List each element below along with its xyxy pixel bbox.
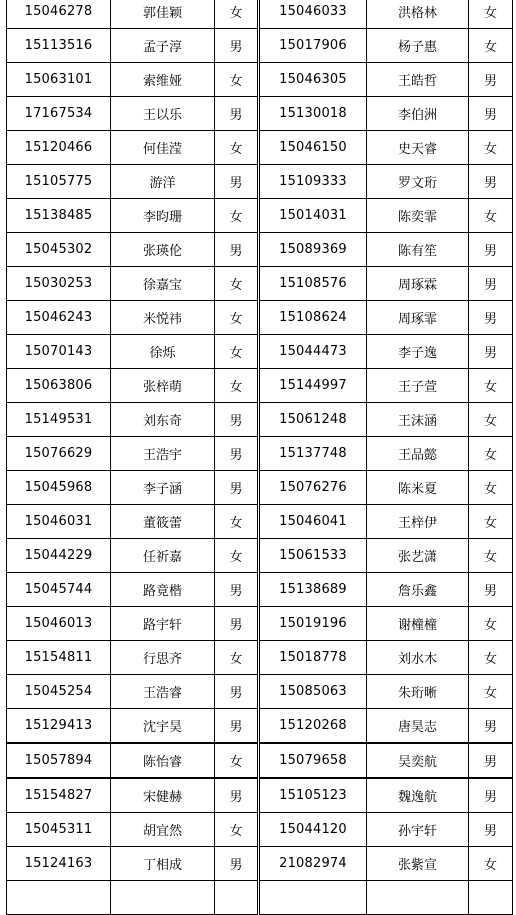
student-name-cell: 王以乐 xyxy=(111,97,215,131)
student-gender-cell: 男 xyxy=(469,301,513,335)
student-name-cell: 刘东奇 xyxy=(111,403,215,437)
student-gender-cell: 男 xyxy=(215,165,259,199)
student-id-cell: 17167534 xyxy=(7,97,111,131)
student-name-cell: 唐昊志 xyxy=(367,709,469,744)
student-gender-cell: 男 xyxy=(469,778,513,813)
student-gender-cell: 女 xyxy=(215,63,259,97)
student-name-cell: 杨子惠 xyxy=(367,29,469,63)
student-id-cell: 15045254 xyxy=(7,675,111,709)
student-name-cell: 李伯洲 xyxy=(367,97,469,131)
student-gender-cell: 男 xyxy=(469,165,513,199)
student-name-cell: 朱珩晰 xyxy=(367,675,469,709)
student-id-cell: 15120466 xyxy=(7,131,111,165)
student-name-cell: 刘水木 xyxy=(367,641,469,675)
student-id-cell: 15076276 xyxy=(259,471,367,505)
student-name-cell: 米悦祎 xyxy=(111,301,215,335)
student-id-cell: 15018778 xyxy=(259,641,367,675)
student-name-cell: 王梓伊 xyxy=(367,505,469,539)
student-id-cell: 15109333 xyxy=(259,165,367,199)
student-id-cell: 15138485 xyxy=(7,199,111,233)
student-name-cell: 张梓萌 xyxy=(111,369,215,403)
student-id-cell: 15044229 xyxy=(7,539,111,573)
student-name-cell: 丁相成 xyxy=(111,847,215,881)
table-row xyxy=(7,403,513,437)
student-id-cell: 15014031 xyxy=(259,199,367,233)
student-id-cell: 15144997 xyxy=(259,369,367,403)
student-id-cell: 15061248 xyxy=(259,403,367,437)
student-gender-cell: 女 xyxy=(215,813,259,847)
table-row xyxy=(7,199,513,233)
table-row xyxy=(7,607,513,641)
student-gender-cell: 女 xyxy=(215,505,259,539)
student-gender-cell: 女 xyxy=(469,437,513,471)
student-name-cell: 沈宇昊 xyxy=(111,709,215,744)
student-roster-table xyxy=(6,0,513,915)
student-id-cell: 15061533 xyxy=(259,539,367,573)
student-id-cell: 15046150 xyxy=(259,131,367,165)
student-id-cell: 15130018 xyxy=(259,97,367,131)
student-id-cell: 15063101 xyxy=(7,63,111,97)
student-gender-cell: 男 xyxy=(469,233,513,267)
empty-cell xyxy=(367,881,469,915)
table-row xyxy=(7,335,513,369)
student-gender-cell: 女 xyxy=(469,607,513,641)
table-row xyxy=(7,165,513,199)
student-name-cell: 郭佳颖 xyxy=(111,0,215,29)
student-gender-cell: 男 xyxy=(215,437,259,471)
student-name-cell: 陈有笙 xyxy=(367,233,469,267)
student-id-cell: 15046031 xyxy=(7,505,111,539)
table-row xyxy=(7,641,513,675)
student-name-cell: 周琢霏 xyxy=(367,301,469,335)
student-gender-cell: 女 xyxy=(469,675,513,709)
student-name-cell: 游洋 xyxy=(111,165,215,199)
student-name-cell: 孙宇轩 xyxy=(367,813,469,847)
student-id-cell: 21082974 xyxy=(259,847,367,881)
table-row xyxy=(7,778,513,813)
student-gender-cell: 女 xyxy=(215,0,259,29)
table-row xyxy=(7,847,513,881)
table-row xyxy=(7,437,513,471)
student-gender-cell: 男 xyxy=(215,97,259,131)
student-name-cell: 路宇轩 xyxy=(111,607,215,641)
student-name-cell: 史天睿 xyxy=(367,131,469,165)
table-row xyxy=(7,743,513,778)
student-gender-cell: 男 xyxy=(469,267,513,301)
student-name-cell: 陈怡睿 xyxy=(111,743,215,778)
empty-cell xyxy=(215,881,259,915)
student-id-cell: 15089369 xyxy=(259,233,367,267)
student-id-cell: 15138689 xyxy=(259,573,367,607)
student-gender-cell: 男 xyxy=(215,573,259,607)
student-gender-cell: 男 xyxy=(215,847,259,881)
student-name-cell: 谢橦橦 xyxy=(367,607,469,641)
student-name-cell: 何佳滢 xyxy=(111,131,215,165)
student-gender-cell: 女 xyxy=(469,403,513,437)
student-gender-cell: 男 xyxy=(469,97,513,131)
student-gender-cell: 女 xyxy=(469,29,513,63)
student-gender-cell: 女 xyxy=(215,131,259,165)
student-gender-cell: 男 xyxy=(469,743,513,778)
student-id-cell: 15030253 xyxy=(7,267,111,301)
student-gender-cell: 女 xyxy=(215,199,259,233)
student-gender-cell: 男 xyxy=(469,573,513,607)
empty-cell xyxy=(7,881,111,915)
student-id-cell: 15046278 xyxy=(7,0,111,29)
student-gender-cell: 女 xyxy=(469,199,513,233)
student-id-cell: 15070143 xyxy=(7,335,111,369)
student-name-cell: 孟子淳 xyxy=(111,29,215,63)
student-name-cell: 索维娅 xyxy=(111,63,215,97)
table-row xyxy=(7,369,513,403)
student-id-cell: 15105775 xyxy=(7,165,111,199)
table-row xyxy=(7,0,513,29)
student-gender-cell: 女 xyxy=(469,471,513,505)
table-row xyxy=(7,709,513,744)
table-row xyxy=(7,471,513,505)
student-gender-cell: 男 xyxy=(215,675,259,709)
student-id-cell: 15076629 xyxy=(7,437,111,471)
student-id-cell: 15045311 xyxy=(7,813,111,847)
student-name-cell: 张瑛伦 xyxy=(111,233,215,267)
student-id-cell: 15057894 xyxy=(7,743,111,778)
student-gender-cell: 男 xyxy=(469,813,513,847)
student-gender-cell: 女 xyxy=(469,131,513,165)
student-id-cell: 15105123 xyxy=(259,778,367,813)
roster-body xyxy=(7,0,513,915)
empty-cell xyxy=(111,881,215,915)
student-name-cell: 周琢霖 xyxy=(367,267,469,301)
table-row xyxy=(7,881,513,915)
student-name-cell: 王品懿 xyxy=(367,437,469,471)
student-id-cell: 15046013 xyxy=(7,607,111,641)
student-name-cell: 魏逸航 xyxy=(367,778,469,813)
student-id-cell: 15129413 xyxy=(7,709,111,744)
student-gender-cell: 男 xyxy=(215,471,259,505)
student-gender-cell: 女 xyxy=(215,335,259,369)
table-row xyxy=(7,267,513,301)
student-id-cell: 15137748 xyxy=(259,437,367,471)
table-row xyxy=(7,573,513,607)
student-gender-cell: 女 xyxy=(215,539,259,573)
student-id-cell: 15046033 xyxy=(259,0,367,29)
student-id-cell: 15108624 xyxy=(259,301,367,335)
student-name-cell: 李子涵 xyxy=(111,471,215,505)
student-name-cell: 任祈嘉 xyxy=(111,539,215,573)
student-gender-cell: 女 xyxy=(215,743,259,778)
student-id-cell: 15044120 xyxy=(259,813,367,847)
table-row xyxy=(7,131,513,165)
student-gender-cell: 女 xyxy=(215,369,259,403)
empty-cell xyxy=(469,881,513,915)
student-id-cell: 15017906 xyxy=(259,29,367,63)
student-gender-cell: 女 xyxy=(469,369,513,403)
student-gender-cell: 男 xyxy=(215,607,259,641)
table-row xyxy=(7,505,513,539)
student-gender-cell: 女 xyxy=(469,0,513,29)
student-id-cell: 15108576 xyxy=(259,267,367,301)
student-gender-cell: 男 xyxy=(215,233,259,267)
student-name-cell: 李昀珊 xyxy=(111,199,215,233)
student-gender-cell: 男 xyxy=(215,403,259,437)
student-gender-cell: 女 xyxy=(469,505,513,539)
student-name-cell: 徐嘉宝 xyxy=(111,267,215,301)
student-name-cell: 詹乐鑫 xyxy=(367,573,469,607)
student-gender-cell: 女 xyxy=(215,641,259,675)
student-gender-cell: 女 xyxy=(215,267,259,301)
student-id-cell: 15085063 xyxy=(259,675,367,709)
student-id-cell: 15154811 xyxy=(7,641,111,675)
student-name-cell: 王沫涵 xyxy=(367,403,469,437)
student-id-cell: 15113516 xyxy=(7,29,111,63)
student-name-cell: 董筱蕾 xyxy=(111,505,215,539)
table-row xyxy=(7,63,513,97)
student-id-cell: 15154827 xyxy=(7,778,111,813)
empty-cell xyxy=(259,881,367,915)
student-id-cell: 15019196 xyxy=(259,607,367,641)
student-id-cell: 15046243 xyxy=(7,301,111,335)
table-row xyxy=(7,813,513,847)
table-row xyxy=(7,29,513,63)
student-gender-cell: 男 xyxy=(469,709,513,744)
student-name-cell: 洪格林 xyxy=(367,0,469,29)
table-row xyxy=(7,233,513,267)
student-gender-cell: 男 xyxy=(215,709,259,744)
roster-sheet xyxy=(6,0,512,894)
student-name-cell: 宋健赫 xyxy=(111,778,215,813)
student-name-cell: 吴奕航 xyxy=(367,743,469,778)
student-name-cell: 陈奕霏 xyxy=(367,199,469,233)
student-id-cell: 15124163 xyxy=(7,847,111,881)
student-name-cell: 罗文珩 xyxy=(367,165,469,199)
student-id-cell: 15079658 xyxy=(259,743,367,778)
student-id-cell: 15045968 xyxy=(7,471,111,505)
student-name-cell: 王子萱 xyxy=(367,369,469,403)
student-gender-cell: 男 xyxy=(469,335,513,369)
student-name-cell: 徐烁 xyxy=(111,335,215,369)
table-row xyxy=(7,539,513,573)
student-id-cell: 15149531 xyxy=(7,403,111,437)
student-id-cell: 15044473 xyxy=(259,335,367,369)
student-name-cell: 路竟楷 xyxy=(111,573,215,607)
student-id-cell: 15046305 xyxy=(259,63,367,97)
student-gender-cell: 女 xyxy=(469,539,513,573)
table-row xyxy=(7,675,513,709)
student-name-cell: 李子逸 xyxy=(367,335,469,369)
student-id-cell: 15120268 xyxy=(259,709,367,744)
student-gender-cell: 男 xyxy=(215,778,259,813)
student-id-cell: 15063806 xyxy=(7,369,111,403)
student-name-cell: 王浩睿 xyxy=(111,675,215,709)
student-name-cell: 行思齐 xyxy=(111,641,215,675)
student-id-cell: 15046041 xyxy=(259,505,367,539)
student-name-cell: 胡宜然 xyxy=(111,813,215,847)
student-name-cell: 陈米夏 xyxy=(367,471,469,505)
table-row xyxy=(7,97,513,131)
student-id-cell: 15045744 xyxy=(7,573,111,607)
student-gender-cell: 男 xyxy=(469,63,513,97)
student-name-cell: 张紫宣 xyxy=(367,847,469,881)
table-row xyxy=(7,301,513,335)
student-gender-cell: 女 xyxy=(469,847,513,881)
student-name-cell: 张艺潇 xyxy=(367,539,469,573)
student-gender-cell: 女 xyxy=(215,301,259,335)
student-id-cell: 15045302 xyxy=(7,233,111,267)
student-name-cell: 王浩宇 xyxy=(111,437,215,471)
student-gender-cell: 女 xyxy=(469,641,513,675)
student-name-cell: 王皓哲 xyxy=(367,63,469,97)
student-gender-cell: 男 xyxy=(215,29,259,63)
